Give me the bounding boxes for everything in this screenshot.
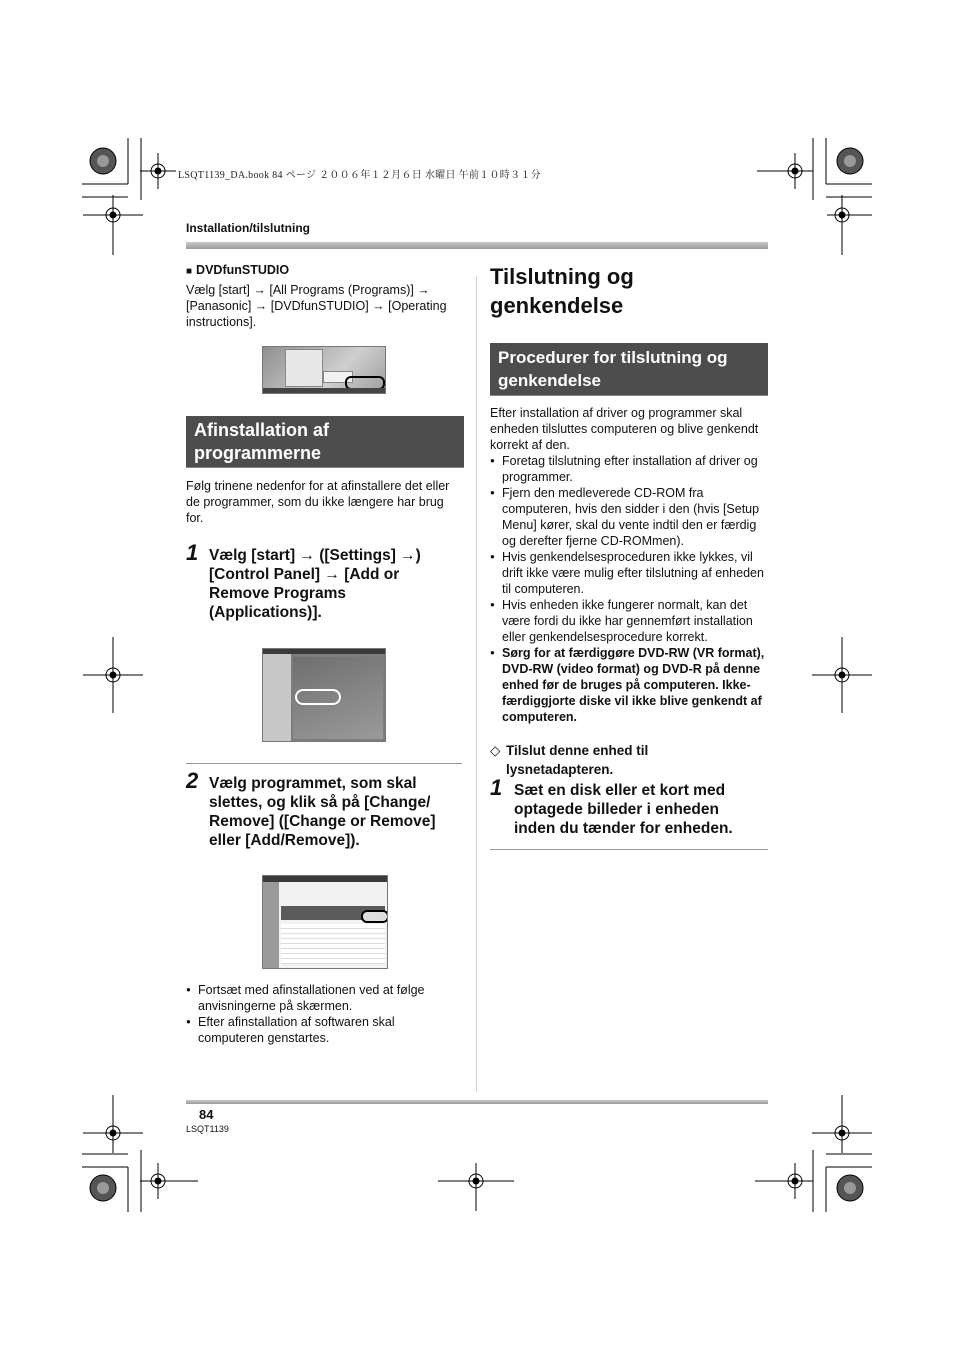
list-item: ● Hvis genkendelsesproceduren ikke lykkes, vil drift ikke være mulig efter tilslutning af enheden til computeren. (490, 549, 768, 597)
procedure-bullets (490, 453, 768, 725)
page-number: 84 (199, 1107, 214, 1122)
procedure-intro: Efter installation af driver og programmer skal enheden tilsluttes computeren og blive genkendt korrekt af den. (490, 406, 759, 452)
control-panel-screenshot (262, 648, 386, 742)
column-divider (476, 276, 477, 1092)
dvdfun-text: Vælg [start] → [All Programs (Programs)] → [Panasonic] → [DVDfunSTUDIO] → [Operating instructions]. (186, 283, 447, 329)
uninstall-step1-number: 1 (186, 540, 199, 565)
step-divider (490, 849, 768, 850)
taskbar (263, 388, 385, 393)
side-panel (263, 654, 291, 741)
menu-panel (285, 349, 323, 387)
square-bullet-icon: ■ (186, 266, 193, 277)
highlight-ellipse (295, 689, 341, 705)
procedure-heading: Procedurer for tilslutning og genkendelse (490, 343, 768, 396)
list-item: ● Fjern den medleverede CD-ROM fra computeren, hvis den sidder i den (hvis [Setup Menu] kører, skal du vente indtil den er færdig og derefter fjerne CD-ROMmen). (490, 485, 768, 549)
list-item: ● Efter afinstallation af softwaren skal computeren genstartes. (186, 1014, 462, 1046)
bottom-rule (186, 1100, 768, 1104)
highlight-ellipse (361, 910, 388, 923)
connect-step1-number: 1 (490, 775, 503, 800)
list-item: ● Foretag tilslutning efter installation af driver og programmer. (490, 453, 768, 485)
window-titlebar (263, 876, 387, 882)
dvdfun-section (186, 262, 458, 330)
file-info-header: LSQT1139_DA.book 84 ページ ２００６年１２月６日 水曜日 午前１０時３１分 (178, 170, 541, 181)
connect-step1-text: Sæt en disk eller et kort med optagede billeder i enheden inden du tænder for enheden. (514, 782, 733, 837)
uninstall-bullets (186, 982, 462, 1046)
list-item: ● Hvis enheden ikke fungerer normalt, kan det være fordi du ikke har gennemført installation eller genkendelsesprocedure korrekt. (490, 597, 768, 645)
prep-text: Tilslut denne enhed til lysnetadapteren. (506, 743, 649, 777)
diamond-icon: ◇ (490, 743, 501, 758)
list-item-bold: ● Sørg for at færdiggøre DVD-RW (VR format), DVD-RW (video format) og DVD-R på denne enhed før de bruges på computeren. Ikke-færdiggjorte diske vil ikke blive genkendt af computeren. (490, 645, 768, 725)
side-panel (263, 882, 279, 968)
section-tag: Installation/tilslutning (186, 221, 310, 235)
page-title: Tilslutning og genkendelse (490, 264, 634, 318)
uninstall-heading: Afinstallation af programmerne (186, 416, 464, 468)
list-item: ● Fortsæt med afinstallationen ved at følge anvisningerne på skærmen. (186, 982, 462, 1014)
uninstall-intro: Følg trinene nedenfor for at afinstallere det eller de programmer, som du ikke længere har brug for. (186, 479, 450, 525)
uninstall-step2-number: 2 (186, 768, 199, 793)
dvdfun-title-row (186, 262, 458, 280)
add-remove-screenshot (262, 875, 388, 969)
uninstall-step2-text: Vælg programmet, som skal slettes, og klik så på [Change/ Remove] ([Change or Remove] eller [Add/Remove]). (209, 775, 436, 849)
prep-note (490, 741, 680, 779)
start-menu-screenshot (262, 346, 386, 394)
step-divider (186, 763, 462, 764)
uninstall-step1-text: Vælg [start] → ([Settings] →) [Control Panel] → [Add or Remove Programs (Applications)]. (209, 547, 421, 621)
document-code: LSQT1139 (186, 1124, 229, 1134)
top-rule (186, 242, 768, 249)
dvdfun-title: DVDfunSTUDIO (196, 263, 290, 277)
program-list (281, 924, 385, 964)
